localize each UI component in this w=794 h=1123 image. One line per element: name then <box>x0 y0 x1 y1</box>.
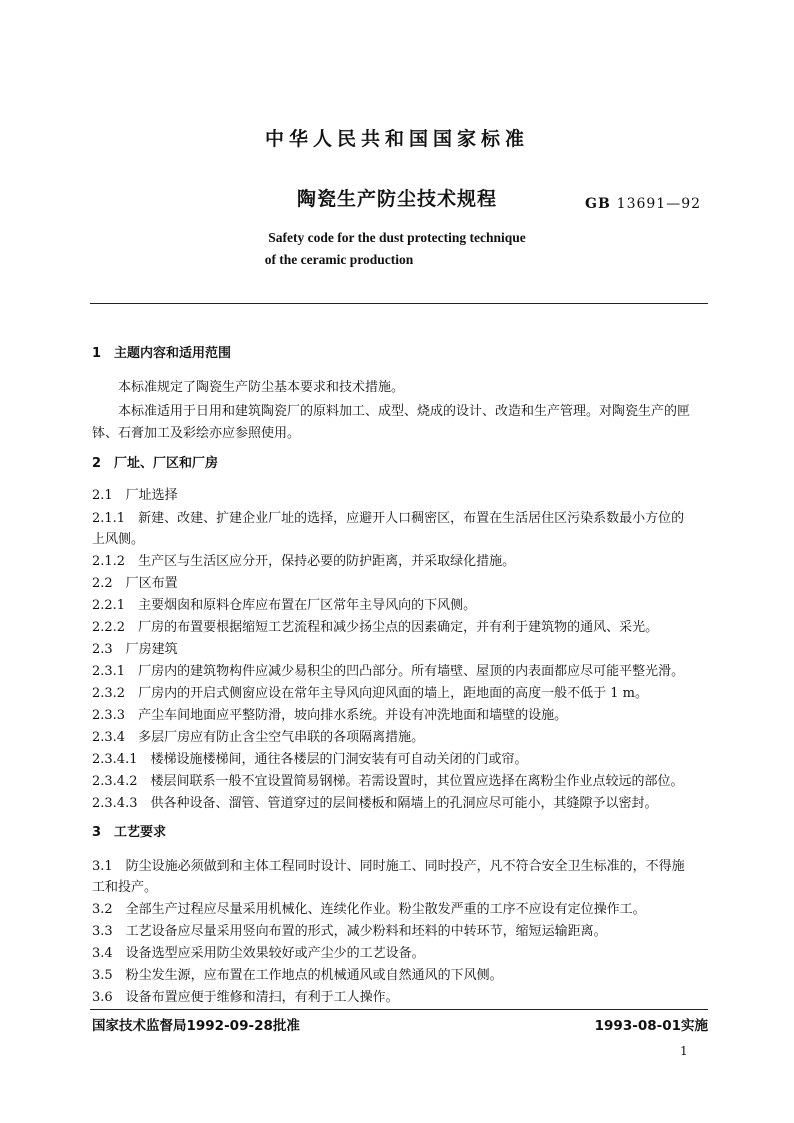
clause-3-1a: 3.1 防尘设施必须做到和主体工程同时设计、同时施工、同时投产，凡不符合安全卫生标准的，不得施 <box>92 859 685 874</box>
footer-divider <box>90 1009 708 1010</box>
clause-2-1: 2.1 厂址选择 <box>92 488 178 503</box>
clause-2-3: 2.3 厂房建筑 <box>92 642 178 657</box>
section-3-heading: 3 工艺要求 <box>92 825 167 840</box>
document-title: 陶瓷生产防尘技术规程 <box>296 188 497 210</box>
standard-number <box>585 196 701 212</box>
page-number: 1 <box>680 1044 688 1058</box>
section-2-heading: 2 厂址、厂区和厂房 <box>92 456 219 471</box>
clause-2-3-4-2: 2.3.4.2 楼层间联系一般不宜设置简易钢梯。若需设置时，其位置应选择在离粉尘作业点较远的部位。 <box>92 774 684 789</box>
clause-2-2-2: 2.2.2 厂房的布置要根据缩短工艺流程和减少扬尘点的因素确定，并有利于建筑物的通风、采光。 <box>92 620 659 635</box>
clause-2-3-4-1: 2.3.4.1 楼梯设施楼梯间，通往各楼层的门洞安装有可自动关闭的门或帘。 <box>92 752 528 767</box>
clause-2-1-2: 2.1.2 生产区与生活区应分开，保持必要的防护距离，并采取绿化措施。 <box>92 554 516 569</box>
effective-date: 1993-08-01实施 <box>594 1018 708 1034</box>
clause-2-2-1: 2.2.1 主要烟囱和原料仓库应布置在厂区常年主导风向的下风侧。 <box>92 598 477 613</box>
english-title-line-1: Safety code for the dust protecting technique <box>268 230 526 245</box>
clause-2-3-3: 2.3.3 产尘车间地面应平整防滑，坡向排水系统。并设有冲洗地面和墙壁的设施。 <box>92 708 568 723</box>
standard-prefix: GB <box>585 196 611 212</box>
clause-3-1b: 工和投产。 <box>92 880 158 895</box>
clause-2-1-1b: 上风侧。 <box>92 532 145 547</box>
clause-3-2: 3.2 全部生产过程应尽量采用机械化、连续化作业。粉尘散发严重的工序不应设有定位操作工。 <box>92 902 646 917</box>
english-title-line-2: of the ceramic production <box>264 252 414 267</box>
clause-2-3-4-3: 2.3.4.3 供各种设备、溜管、管道穿过的层间楼板和隔墙上的孔洞应尽可能小，其缝隙予以密封。 <box>92 796 658 811</box>
standard-code: 13691—92 <box>616 196 702 212</box>
section-1-paragraph-2a: 本标准适用于日用和建筑陶瓷厂的原料加工、成型、烧成的设计、改造和生产管理。对陶瓷生产的匣 <box>118 404 691 419</box>
section-1-heading: 1 主题内容和适用范围 <box>92 346 232 361</box>
clause-3-4: 3.4 设备选型应采用防尘效果较好或产尘少的工艺设备。 <box>92 946 425 961</box>
section-1-paragraph-2b: 钵、石膏加工及彩绘亦应参照使用。 <box>92 426 301 441</box>
clause-3-5: 3.5 粉尘发生源，应布置在工作地点的机械通风或自然通风的下风侧。 <box>92 968 503 983</box>
standard-category-title: 中华人民共和国国家标准 <box>264 128 529 150</box>
header-divider <box>90 303 708 304</box>
clause-2-2: 2.2 厂区布置 <box>92 576 178 591</box>
clause-3-3: 3.3 工艺设备应尽量采用竖向布置的形式，减少粉料和坯料的中转环节，缩短运输距离。 <box>92 924 607 939</box>
section-1-paragraph-1: 本标准规定了陶瓷生产防尘基本要求和技术措施。 <box>118 380 405 395</box>
clause-2-3-4: 2.3.4 多层厂房应有防止含尘空气串联的各项隔离措施。 <box>92 730 425 745</box>
clause-3-6: 3.6 设备布置应便于维修和清扫，有利于工人操作。 <box>92 990 399 1005</box>
clause-2-3-2: 2.3.2 厂房内的开启式侧窗应设在常年主导风向迎风面的墙上，距地面的高度一般不低于 1 m。 <box>92 686 648 701</box>
approval-note: 国家技术监督局1992-09-28批准 <box>92 1018 300 1034</box>
clause-2-1-1a: 2.1.1 新建、改建、扩建企业厂址的选择，应避开人口稠密区，布置在生活居住区污染系数最小方位的 <box>92 511 685 526</box>
clause-2-3-1: 2.3.1 厂房内的建筑物构件应减少易积尘的凹凸部分。所有墙壁、屋顶的内表面都应尽可能平整光滑。 <box>92 664 685 679</box>
